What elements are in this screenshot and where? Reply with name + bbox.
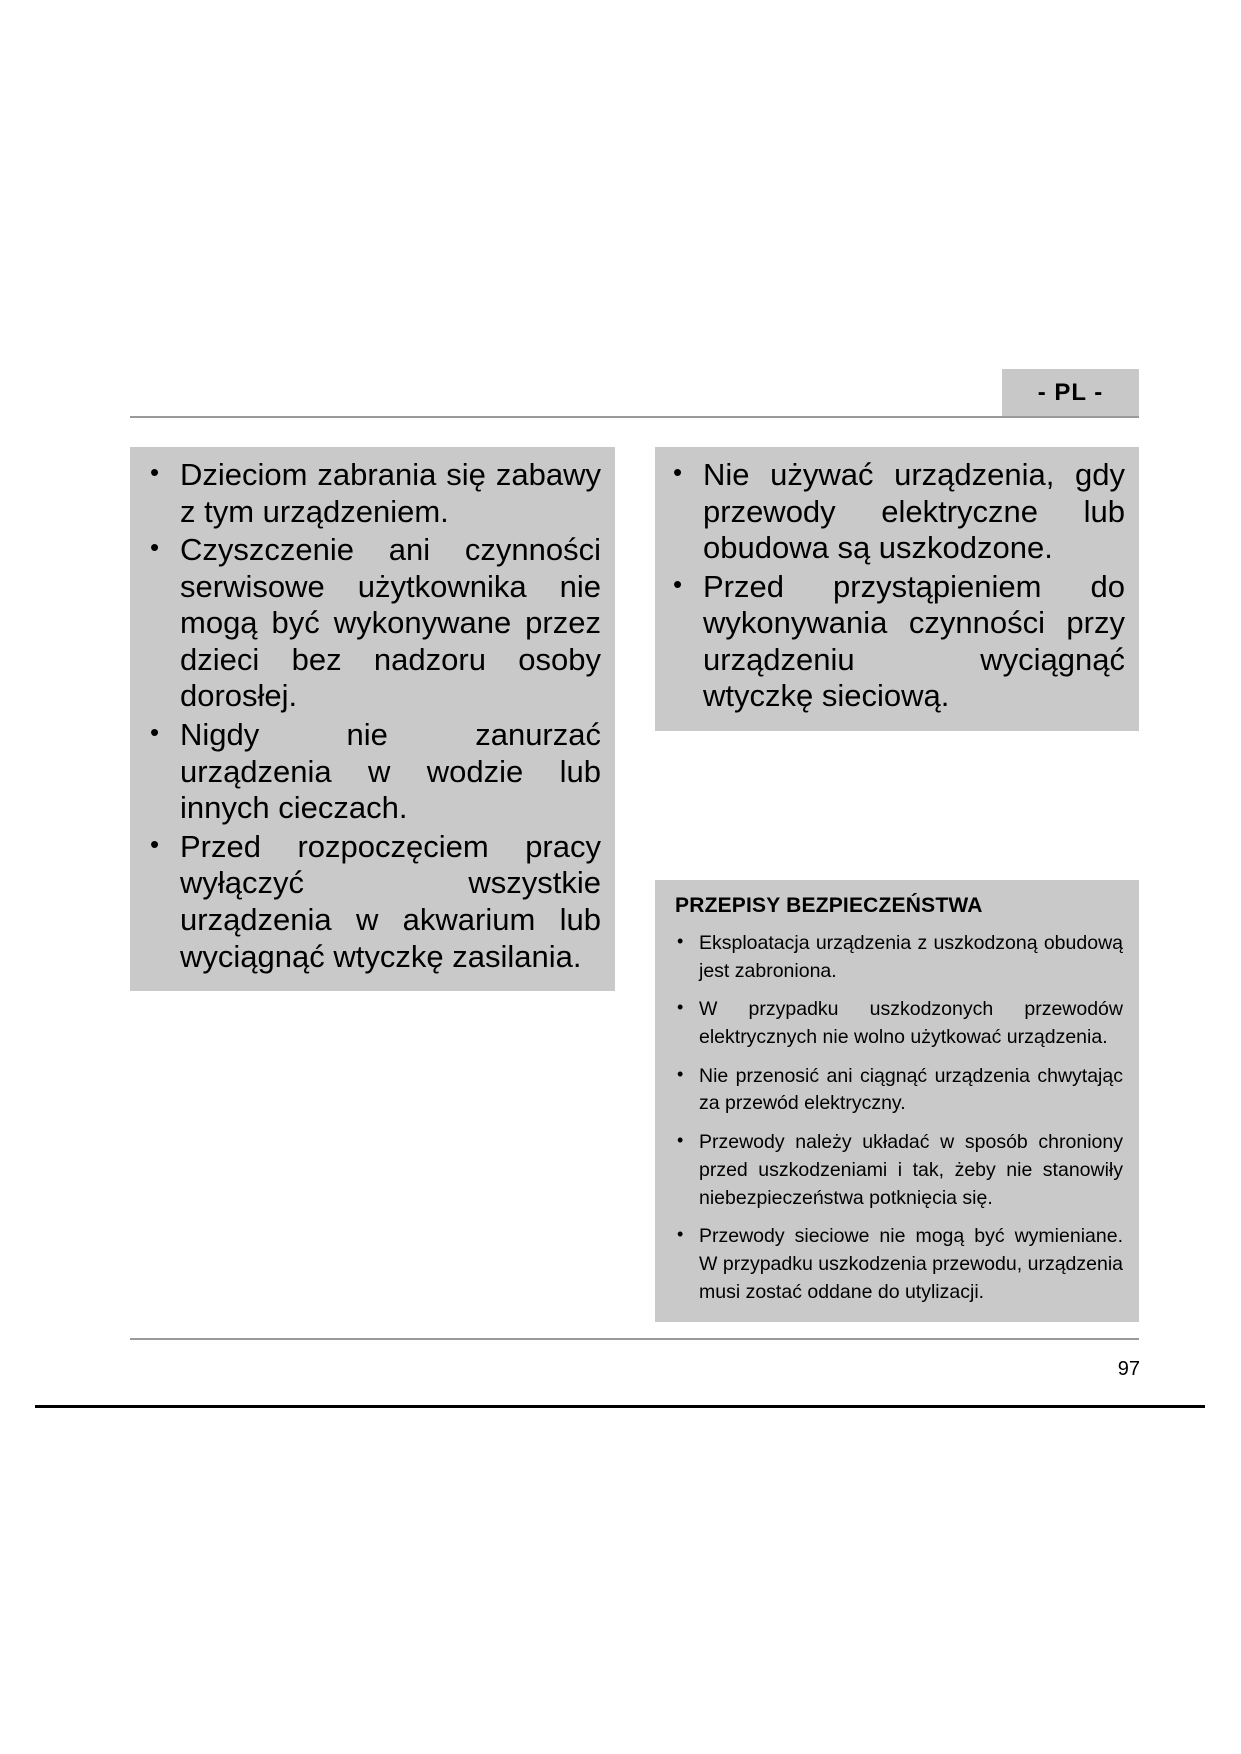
list-item: • Przed rozpoczęciem pracy wyłączyć wszystkie urządzenia w akwarium lub wyciągnąć wtyczkę zasilania. — [144, 829, 601, 975]
header-divider — [130, 416, 1139, 418]
list-item: • Nie używać urządzenia, gdy przewody elektryczne lub obudowa są uszkodzone. — [669, 457, 1125, 567]
list-item: • Eksploatacja urządzenia z uszkodzoną obudową jest zabroniona. — [671, 930, 1123, 985]
language-tab: - PL - — [1002, 369, 1139, 416]
right-warning-block — [655, 447, 1139, 731]
list-item: • Nigdy nie zanurzać urządzenia w wodzie lub innych cieczach. — [144, 717, 601, 827]
footer-divider — [130, 1338, 1139, 1340]
safety-section-title: PRZEPISY BEZPIECZEŃSTWA — [675, 894, 983, 917]
safety-regulations-list — [671, 930, 1123, 1306]
list-item: • Dzieciom zabrania się zabawy z tym urządzeniem. — [144, 457, 601, 530]
safety-regulations-block — [655, 880, 1139, 1322]
page-number: 97 — [1117, 1358, 1140, 1380]
left-warning-block — [130, 447, 615, 991]
list-item: • Przewody sieciowe nie mogą być wymieniane. W przypadku uszkodzenia przewodu, urządzenia musi zostać oddane do utylizacji. — [671, 1223, 1123, 1306]
right-warning-list — [669, 457, 1125, 715]
list-item: • W przypadku uszkodzonych przewodów elektrycznych nie wolno użytkować urządzenia. — [671, 996, 1123, 1051]
page-bottom-border — [35, 1405, 1205, 1408]
list-item: • Nie przenosić ani ciągnąć urządzenia chwytając za przewód elektryczny. — [671, 1063, 1123, 1118]
list-item: • Przed przystąpieniem do wykonywania czynności przy urządzeniu wyciągnąć wtyczkę sieciową. — [669, 569, 1125, 715]
left-warning-list — [144, 457, 601, 975]
list-item: • Czyszczenie ani czynności serwisowe użytkownika nie mogą być wykonywane przez dzieci bez nadzoru osoby dorosłej. — [144, 532, 601, 715]
list-item: • Przewody należy układać w sposób chroniony przed uszkodzeniami i tak, żeby nie stanowiły niebezpieczeństwa potknięcia się. — [671, 1129, 1123, 1212]
